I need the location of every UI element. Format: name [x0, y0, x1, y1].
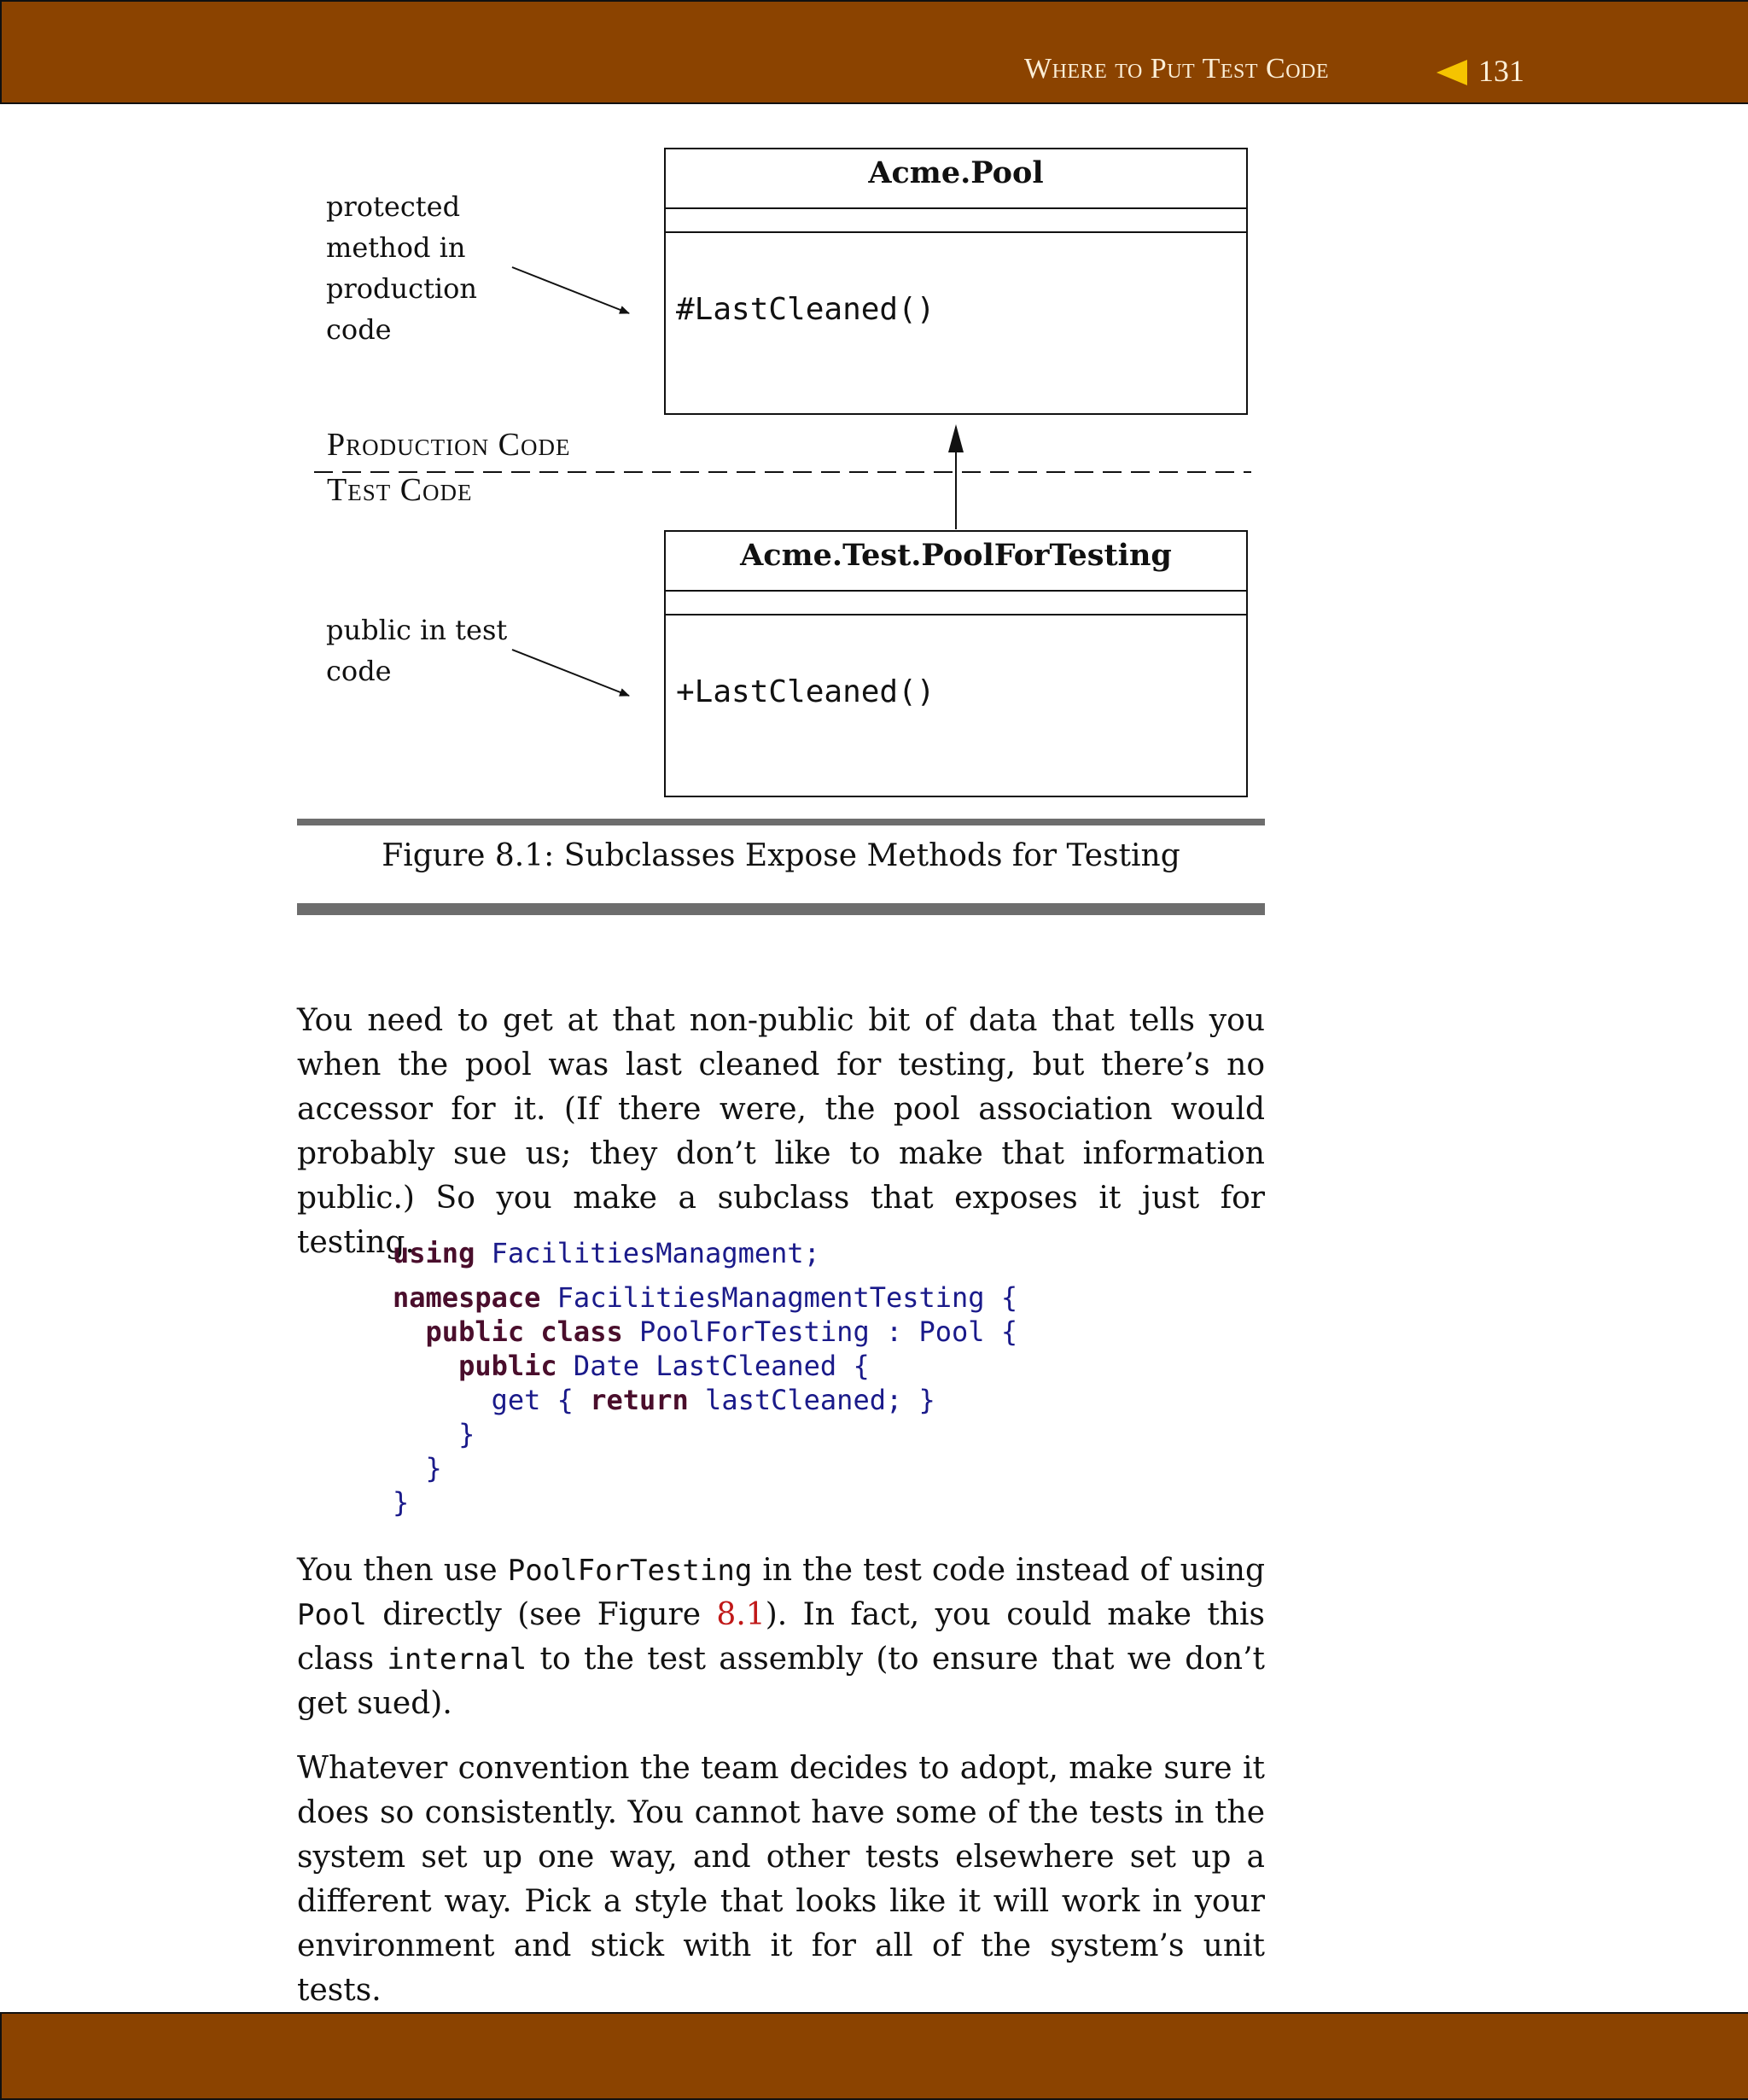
- code-line: public class PoolForTesting : Pool {: [425, 1315, 1018, 1348]
- paragraph-2: You then use PoolForTesting in the test code instead of using Pool directly (see Figure 8.1). In fact, you could make this class internal to the test assembly (to ensure that we don’t get sued).: [297, 1553, 1266, 1721]
- uml-diagram: [0, 0, 1748, 939]
- code-line: }: [393, 1486, 410, 1519]
- caption-rule-bottom: [297, 903, 1265, 915]
- paragraph-1: You need to get at that non-public bit of data that tells you when the pool was last cleaned for testing, but there’s no accessor for it. (If there were, the pool association would probably sue us; they don’t like to make that information public.) So you make a subclass that exposes it just for testing.: [297, 1003, 1265, 1260]
- code-line: }: [393, 1452, 442, 1485]
- code-block: [393, 1236, 1017, 1520]
- inline-code-poolfortesting: PoolForTesting: [507, 1554, 753, 1588]
- code-line: public Date LastCleaned {: [458, 1350, 870, 1382]
- code-line: }: [393, 1418, 475, 1450]
- inheritance-arrowhead: [948, 424, 964, 452]
- page-number: 131: [1478, 54, 1524, 88]
- running-head: Where to Put Test Code: [1024, 53, 1330, 85]
- method-public: +LastCleaned(): [676, 674, 935, 709]
- paragraph-3: Whatever convention the team decides to adopt, make sure it does so consistently. You cannot have some of the tests in the system set up one way, and other tests elsewhere set up a different way. Pick a style that looks like it will work in your environment and stick with it for all of the system’s unit tests.: [297, 1751, 1265, 2008]
- class-name-acme-pool: Acme.Pool: [868, 155, 1044, 190]
- figure-reference-link[interactable]: 8.1: [716, 1597, 766, 1632]
- label-test-code: Test Code: [327, 472, 473, 508]
- class-name-pool-for-testing: Acme.Test.PoolForTesting: [740, 538, 1172, 573]
- inline-code-pool: Pool: [297, 1598, 367, 1632]
- figure-caption: Figure 8.1: Subclasses Expose Methods for Testing: [382, 838, 1180, 873]
- annotation-public: public in test code: [326, 614, 508, 687]
- code-line: namespace FacilitiesManagmentTesting {: [393, 1281, 1018, 1314]
- annotation-protected: protected method in production code: [326, 190, 478, 346]
- caption-rule-top: [297, 819, 1265, 825]
- footer-band: [0, 2012, 1748, 2100]
- method-protected: #LastCleaned(): [676, 292, 935, 327]
- inline-code-internal: internal: [387, 1642, 527, 1677]
- label-production-code: Production Code: [327, 427, 571, 463]
- pointer-arrow-protected: [512, 267, 629, 313]
- pointer-arrow-public: [512, 650, 629, 696]
- code-line: get { return lastCleaned; }: [393, 1384, 935, 1416]
- code-line: using FacilitiesManagment;: [393, 1237, 820, 1269]
